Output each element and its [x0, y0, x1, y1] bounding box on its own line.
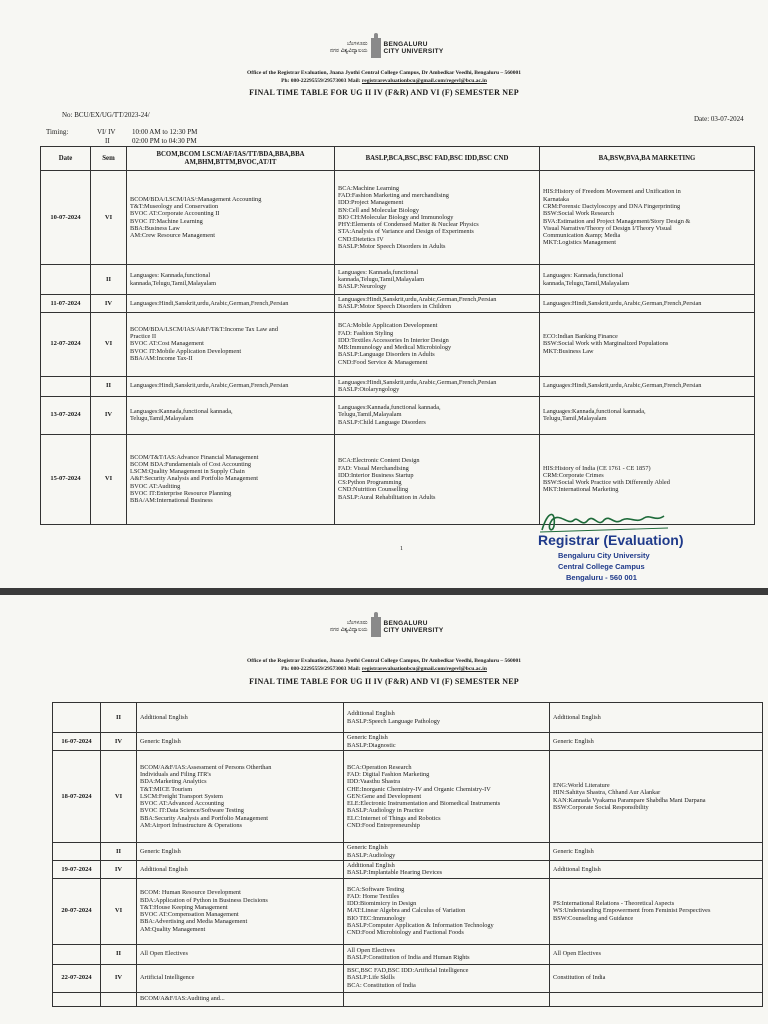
date-cell [41, 376, 91, 396]
sem-cell: IV [91, 295, 127, 313]
logo-kannada-2: ಬೆಂಗಳೂರು ನಗರ ವಿಶ್ವವಿದ್ಯಾಲಯ [330, 620, 368, 633]
logo-name: BENGALURU CITY UNIVERSITY [383, 40, 444, 55]
subject-line: BCA:Operation Research [347, 763, 412, 771]
subject-cell [344, 878, 550, 944]
subject-line: AM:Crew Resource Management [130, 232, 215, 240]
subject-line: MKT:International Marketing [543, 486, 619, 494]
subject-line: ELC:Internet of Things and Robotics [347, 814, 441, 822]
subject-line: MKT:Business Law [543, 347, 594, 355]
subject-line: Languages:Kannada,functional kannada, [130, 407, 233, 415]
subject-cell [550, 861, 763, 879]
subject-line: CND:Food Entrepreneurship [347, 822, 420, 830]
subject-line: CND:Food Microbiology and Factional Foods [347, 929, 464, 937]
ref-number: No: BCU/EX/UG/TT/2023-24/ [62, 111, 150, 119]
sem-cell: VI [91, 171, 127, 265]
timing-time-2: 02:00 PM to 04:30 PM [132, 137, 197, 145]
subject-cell [344, 992, 550, 1006]
sem-cell: IV [101, 964, 137, 992]
subject-cell [127, 376, 335, 396]
registrar-line-3: Bengaluru - 560 001 [566, 573, 637, 582]
table-row [53, 733, 763, 751]
timing-time-1: 10:00 AM to 12:30 PM [132, 128, 198, 136]
registrar-signature-block [528, 500, 748, 585]
subject-line: CRM:Forensic Dactyloscopy and DNA Fingerprinting [543, 202, 681, 210]
subject-line: BASLP:Motor Speech Disorders in Adults [338, 243, 446, 251]
issue-date: Date: 03-07-2024 [694, 115, 744, 123]
subject-line: BSW:Counseling and Guidance [553, 914, 634, 922]
timetable-page-2 [52, 702, 763, 1007]
subject-cell [540, 312, 755, 376]
subject-line: BASLP:Otolaryngology [338, 386, 400, 394]
subject-line: MKT:Logistics Management [543, 239, 616, 247]
subject-line: Generic English [553, 737, 594, 745]
subject-line: All Open Electives [553, 950, 601, 958]
subject-cell [344, 703, 550, 733]
subject-cell [137, 964, 344, 992]
subject-line: BASLP:Neurology [338, 283, 387, 291]
table-row [53, 861, 763, 879]
subject-line: IDD:Biomimicry in Design [347, 900, 417, 908]
subject-line: Generic English [347, 844, 388, 852]
subject-line: kannada,Telugu,Tamil,Malayalam [338, 275, 425, 283]
subject-cell [127, 312, 335, 376]
subject-line: BVOC AT:Advanced Accounting [140, 800, 224, 808]
subject-line: Constitution of India [553, 974, 606, 982]
subject-line: HIS:History of Freedom Movement and Unification in [543, 188, 681, 196]
table-row [41, 171, 755, 265]
subject-line: BASLP:Child Language Disorders [338, 418, 426, 426]
subject-line: BVOC IT:Enterprise Resource Planning [130, 490, 232, 498]
subject-line: BSW:Corporate Social Responsibility [553, 803, 649, 811]
subject-line: Practice II [130, 333, 157, 341]
subject-cell [137, 751, 344, 843]
page-2 [0, 595, 768, 1024]
table-row [41, 265, 755, 295]
table-row [53, 878, 763, 944]
subject-cell [335, 376, 540, 396]
table-row [53, 992, 763, 1006]
subject-line: ENG:World Literature [553, 781, 610, 789]
subject-line: Languages:Kannada,functional kannada, [338, 404, 441, 412]
subject-line: Additional English [553, 865, 601, 873]
subject-line: STA:Analysis of Variance and Design of Experiments [338, 228, 474, 236]
subject-line: BVOC IT:Mobile Application Development [130, 347, 242, 355]
sem-cell: VI [101, 878, 137, 944]
tower-icon-2 [371, 617, 381, 637]
subject-line: BBA:Advertising and Media Management [140, 918, 248, 926]
date-cell: 12-07-2024 [41, 312, 91, 376]
subject-cell [344, 964, 550, 992]
subject-cell [540, 376, 755, 396]
sem-cell: II [91, 265, 127, 295]
subject-line: Telugu,Tamil,Malayalam [338, 411, 402, 419]
subject-line: HIS:History of India (CE 1761 - CE 1857) [543, 464, 651, 472]
subject-line: BCOM BDA:Fundamentals of Cost Accounting [130, 460, 252, 468]
office-contact-2: Ph: 080-22295559/29573003 Mail: registrarevaluationbcu@gmail.com/regevl@bcu.ac.in [281, 666, 487, 672]
subject-line: BBA/AM:Income Tax-II [130, 355, 193, 363]
tower-icon [371, 38, 381, 58]
table-row [53, 964, 763, 992]
subject-line: Additional English [347, 862, 395, 869]
col-header-sem: Sem [91, 147, 127, 171]
subject-line: LSCM:Quality Management in Supply Chain [130, 468, 245, 476]
subject-line: BIO TEC:Immunology [347, 914, 406, 922]
sem-cell: II [101, 944, 137, 964]
subject-cell [540, 171, 755, 265]
subject-line: BSC,BSC FAD,BSC IDD:Artificial Intelligence [347, 967, 469, 975]
subject-cell [550, 703, 763, 733]
subject-line: BASLP:Constitution of India and Human Rights [347, 954, 470, 962]
timing-sem-1: VI/ IV [97, 128, 116, 136]
sem-cell [101, 992, 137, 1006]
subject-line: ECO:Indian Banking Finance [543, 333, 618, 341]
sem-cell: IV [101, 861, 137, 879]
subject-line: IDD:Interior Business Startup [338, 471, 414, 479]
office-contact: Ph: 080-22295559/29573003 Mail: registrarevaluationbcu@gmail.com/regevl@bcu.ac.in [281, 78, 487, 84]
subject-line: FAD: Home Textiles [347, 892, 400, 900]
table-row [53, 944, 763, 964]
date-cell [53, 703, 101, 733]
sem-cell: VI [91, 312, 127, 376]
page-title: FINAL TIME TABLE FOR UG II IV (F&R) AND VI (F) SEMESTER NEP [249, 88, 519, 97]
table-row [41, 396, 755, 434]
subject-line: BCOM: Human Resource Development [140, 889, 241, 897]
subject-line: BDA:Application of Python in Business Decisions [140, 896, 268, 904]
sem-cell: VI [91, 434, 127, 524]
subject-line: BASLP:Audiology in Practice [347, 807, 424, 815]
email-link[interactable]: registrarevaluationbcu@gmail.com/regevl@bcu.ac.in [361, 78, 487, 84]
subject-line: BSW:Social Work with Marginalized Populations [543, 340, 669, 348]
subject-line: All Open Electives [347, 946, 395, 954]
subject-cell [550, 964, 763, 992]
date-cell [53, 992, 101, 1006]
subject-cell [127, 295, 335, 313]
subject-line: PS:International Relations - Theoretical Aspects [553, 900, 675, 908]
subject-cell [344, 733, 550, 751]
subject-line: Languages:Hindi,Sanskrit,urdu,Arabic,German,French,Persian [338, 296, 497, 303]
subject-line: AM:Quality Management [140, 925, 206, 933]
subject-cell [127, 171, 335, 265]
subject-line: kannada,Telugu,Tamil,Malayalam [130, 279, 217, 287]
subject-line: Languages:Hindi,Sanskrit,urdu,Arabic,German,French,Persian [130, 299, 289, 307]
subject-line: BCOM/BDA/LSCM/IAS/:Management Accounting [130, 195, 262, 203]
subject-cell [137, 733, 344, 751]
page-number: 1 [400, 546, 403, 552]
sem-cell: II [101, 703, 137, 733]
subject-line: CRM:Corporate Crimes [543, 471, 604, 479]
subject-line: Communication &amp; Media [543, 232, 621, 240]
subject-line: Artificial Intelligence [140, 974, 195, 982]
subject-cell [137, 843, 344, 861]
subject-line: BASLP:Diagnostic [347, 741, 396, 749]
registrar-line-2: Central College Campus [558, 562, 645, 571]
page-title-2: FINAL TIME TABLE FOR UG II IV (F&R) AND VI (F) SEMESTER NEP [249, 677, 519, 686]
subject-line: BCA:Machine Learning [338, 184, 400, 192]
subject-cell [344, 843, 550, 861]
subject-cell [335, 295, 540, 313]
table-row [41, 312, 755, 376]
subject-cell [344, 751, 550, 843]
timing-sem-2: II [105, 137, 110, 145]
office-address: Office of the Registrar Evaluation, Jnana Jyothi Central College Campus, Dr Ambedkar Veedhi, Bengaluru – 560001 [246, 70, 522, 76]
subject-line: HIN:Sahitya Shastra, Chhand Aur Alankar [553, 789, 661, 797]
subject-cell [127, 396, 335, 434]
subject-line: All Open Electives [140, 950, 188, 958]
date-cell: 10-07-2024 [41, 171, 91, 265]
col-header-commerce: BCOM,BCOM LSCM/AF/IAS/TT/BDA,BBA,BBA AM,BHM,BTTM,BVOC,AT/IT [127, 147, 335, 171]
subject-cell [550, 878, 763, 944]
subject-line: FAD: Fashion Styling [338, 329, 394, 337]
subject-cell [335, 434, 540, 524]
subject-line: BCOM/A&F/IAS:Assessment of Persons Otherthan [140, 763, 272, 771]
university-logo-2 [330, 617, 444, 637]
subject-line: Languages:Hindi,Sanskrit,urdu,Arabic,German,French,Persian [543, 382, 702, 390]
subject-line: Generic English [140, 737, 181, 745]
subject-line: BASLP:Implantable Hearing Devices [347, 869, 443, 877]
subject-line: Telugu,Tamil,Malayalam [130, 415, 194, 423]
subject-line: CS:Python Programming [338, 479, 402, 487]
subject-line: CND:Dietetics IV [338, 235, 384, 243]
col-header-arts: BA,BSW,BVA,BA MARKETING [540, 147, 755, 171]
subject-line: Additional English [347, 710, 395, 718]
subject-line: GEN:Gene and Development [347, 792, 422, 800]
office-address-2: Office of the Registrar Evaluation, Jnana Jyothi Central College Campus, Dr Ambedkar Veedhi, Bengaluru – 560001 [246, 658, 522, 664]
subject-cell [137, 992, 344, 1006]
subject-line: PHY:Elements of Condensed Matter & Nuclear Physics [338, 221, 479, 229]
subject-cell [344, 861, 550, 879]
subject-line: T&T:MICE Tourism [140, 785, 193, 793]
table-row [53, 843, 763, 861]
subject-cell [137, 944, 344, 964]
subject-line: A&F:Security Analysis and Portfolio Management [130, 475, 259, 483]
subject-cell [550, 751, 763, 843]
date-cell: 18-07-2024 [53, 751, 101, 843]
subject-line: Languages:Hindi,Sanskrit,urdu,Arabic,German,French,Persian [543, 299, 702, 307]
date-cell [53, 843, 101, 861]
subject-line: Individuals and Filing ITR's [140, 770, 211, 778]
subject-line: T&T:House Keeping Management [140, 903, 228, 911]
subject-line: CND:Food Service & Management [338, 358, 428, 366]
subject-line: BBA:Security Analysis and Portfolio Management [140, 814, 269, 822]
table-row [41, 376, 755, 396]
subject-line: Visual Narrative/Theory of Design I/Theory Visual [543, 224, 672, 232]
subject-line: kannada,Telugu,Tamil,Malayalam [543, 279, 630, 287]
subject-line: BASLP:Motor Speech Disorders in Children [338, 303, 451, 311]
subject-line: Languages: Kannada,functional [543, 272, 624, 280]
col-header-date: Date [41, 147, 91, 171]
subject-line: IDD:Vaasthu Shastra [347, 778, 400, 786]
date-cell: 20-07-2024 [53, 878, 101, 944]
subject-line: MB:Immunology and Medical Microbiology [338, 344, 452, 352]
subject-line: CHE:Inorganic Chemistry-IV and Organic Chemistry-IV [347, 785, 491, 793]
subject-cell [550, 944, 763, 964]
timetable-page-1 [40, 146, 755, 525]
sem-cell: II [91, 376, 127, 396]
subject-cell [550, 992, 763, 1006]
subject-cell [127, 265, 335, 295]
subject-line: BASLP:Aural Rehabilitation in Adults [338, 493, 436, 501]
subject-line: BASLP:Language Disorders in Adults [338, 351, 435, 359]
subject-line: BVOC IT:Data Science/Software Testing [140, 807, 244, 815]
subject-line: BBA/AM:International Business [130, 497, 213, 505]
subject-line: BASLP:Audiology [347, 851, 396, 859]
subject-cell [335, 171, 540, 265]
date-cell: 13-07-2024 [41, 396, 91, 434]
university-logo [330, 38, 444, 58]
date-cell: 16-07-2024 [53, 733, 101, 751]
subject-line: Languages:Kannada,functional kannada, [543, 407, 646, 415]
subject-line: BCA:Electronic Content Design [338, 457, 420, 465]
sem-cell: IV [101, 733, 137, 751]
date-cell: 11-07-2024 [41, 295, 91, 313]
subject-line: KAN:Kannada Vyakarna Parampare Shabdha Mani Darpana [553, 796, 706, 804]
sem-cell: IV [91, 396, 127, 434]
subject-line: BCOM/A&F/IAS:Auditing and... [140, 995, 225, 1003]
subject-line: Languages:Hindi,Sanskrit,urdu,Arabic,German,French,Persian [130, 382, 289, 390]
table-row [41, 295, 755, 313]
email-link-2[interactable]: registrarevaluationbcu@gmail.com/regevl@bcu.ac.in [361, 666, 487, 672]
subject-line: CND:Nutrition Counselling [338, 486, 409, 494]
subject-line: T&T:Museology and Conservation [130, 202, 219, 210]
subject-line: BVOC IT:Machine Learning [130, 217, 203, 225]
date-cell [41, 265, 91, 295]
date-cell: 15-07-2024 [41, 434, 91, 524]
subject-line: BVOC AT:Auditing [130, 482, 181, 490]
logo-name-2: BENGALURU CITY UNIVERSITY [383, 619, 444, 634]
subject-line: BASLP:Computer Application & Information Technology [347, 922, 494, 930]
subject-line: BN:Cell and Molecular Biology [338, 206, 419, 214]
subject-cell [335, 312, 540, 376]
subject-line: MAT:Linear Algebra and Calculus of Variation [347, 907, 466, 915]
subject-line: Languages:Hindi,Sanskrit,urdu,Arabic,German,French,Persian [338, 378, 497, 386]
subject-line: Generic English [553, 847, 594, 855]
subject-line: Generic English [347, 734, 388, 742]
sem-cell: VI [101, 751, 137, 843]
subject-line: BSW:Social Work Practice with Differently Abled [543, 479, 670, 487]
subject-line: WS:Understanding Empowerment from Feminist Perspectives [553, 907, 711, 915]
date-cell [53, 944, 101, 964]
subject-line: BVOC AT:Corporate Accounting II [130, 210, 220, 218]
subject-line: ELE:Electronic Instrumentation and Biomedical Instruments [347, 800, 501, 808]
sem-cell: II [101, 843, 137, 861]
subject-line: Languages: Kannada,functional [130, 272, 211, 280]
table-row [53, 703, 763, 733]
subject-cell [344, 944, 550, 964]
subject-cell [137, 878, 344, 944]
subject-line: BCOM/BDA/LSCM/IAS/A&F/T&T:Income Tax Law and [130, 325, 278, 333]
subject-line: Additional English [140, 713, 188, 721]
subject-line: FAD: Digital Fashion Marketing [347, 770, 430, 778]
subject-line: BBA:Business Law [130, 224, 180, 232]
subject-line: Languages: Kannada,functional [338, 268, 419, 276]
subject-line: Karnataka [543, 195, 569, 203]
subject-line: FAD:Fashion Marketing and merchandising [338, 191, 449, 199]
subject-cell [127, 434, 335, 524]
subject-line: LSCM:Freight Transport System [140, 792, 223, 800]
subject-line: BASLP:Life Skills [347, 974, 395, 982]
subject-line: BCOM/T&T/IAS:Advance Financial Management [130, 453, 259, 461]
table-header-row [41, 147, 755, 171]
subject-line: IDD:Textiles Accessories In Interior Design [338, 336, 449, 344]
subject-cell [550, 843, 763, 861]
subject-line: BVA:Estimation and Project Management/Story Design & [543, 217, 691, 225]
subject-line: BIO CH:Molecular Biology and Immunology [338, 213, 454, 221]
subject-line: BCA: Constitution of India [347, 981, 416, 989]
subject-line: Generic English [140, 847, 181, 855]
subject-line: BCA:Software Testing [347, 885, 405, 893]
subject-cell [540, 396, 755, 434]
subject-line: AM:Airport Infrastructure & Operations [140, 822, 242, 830]
registrar-title: Registrar (Evaluation) [538, 532, 684, 548]
subject-line: IDD:Project Management [338, 199, 404, 207]
timing-label: Timing: [46, 128, 69, 136]
subject-line: Additional English [140, 865, 188, 873]
registrar-line-1: Bengaluru City University [558, 551, 650, 560]
date-cell: 19-07-2024 [53, 861, 101, 879]
subject-cell [335, 396, 540, 434]
logo-kannada: ಬೆಂಗಳೂರು ನಗರ ವಿಶ್ವವಿದ್ಯಾಲಯ [330, 41, 368, 54]
subject-cell [540, 265, 755, 295]
subject-line: FAD: Visual Merchandising [338, 464, 409, 472]
subject-line: BVOC AT:Compensation Management [140, 911, 239, 919]
date-cell: 22-07-2024 [53, 964, 101, 992]
subject-line: BASLP:Speech Language Pathology [347, 717, 441, 725]
subject-line: BVOC AT:Cost Management [130, 340, 204, 348]
subject-cell [335, 265, 540, 295]
subject-cell [540, 295, 755, 313]
table-row [53, 751, 763, 843]
subject-line: BSW:Social Work Research [543, 210, 614, 218]
subject-line: Additional English [553, 713, 601, 721]
subject-cell [137, 861, 344, 879]
subject-cell [137, 703, 344, 733]
col-header-science: BASLP,BCA,BSC,BSC FAD,BSC IDD,BSC CND [335, 147, 540, 171]
subject-line: Telugu,Tamil,Malayalam [543, 415, 607, 423]
subject-cell [550, 733, 763, 751]
subject-line: BDA:Marketing Analytics [140, 778, 207, 786]
subject-line: BCA:Mobile Application Development [338, 322, 438, 330]
